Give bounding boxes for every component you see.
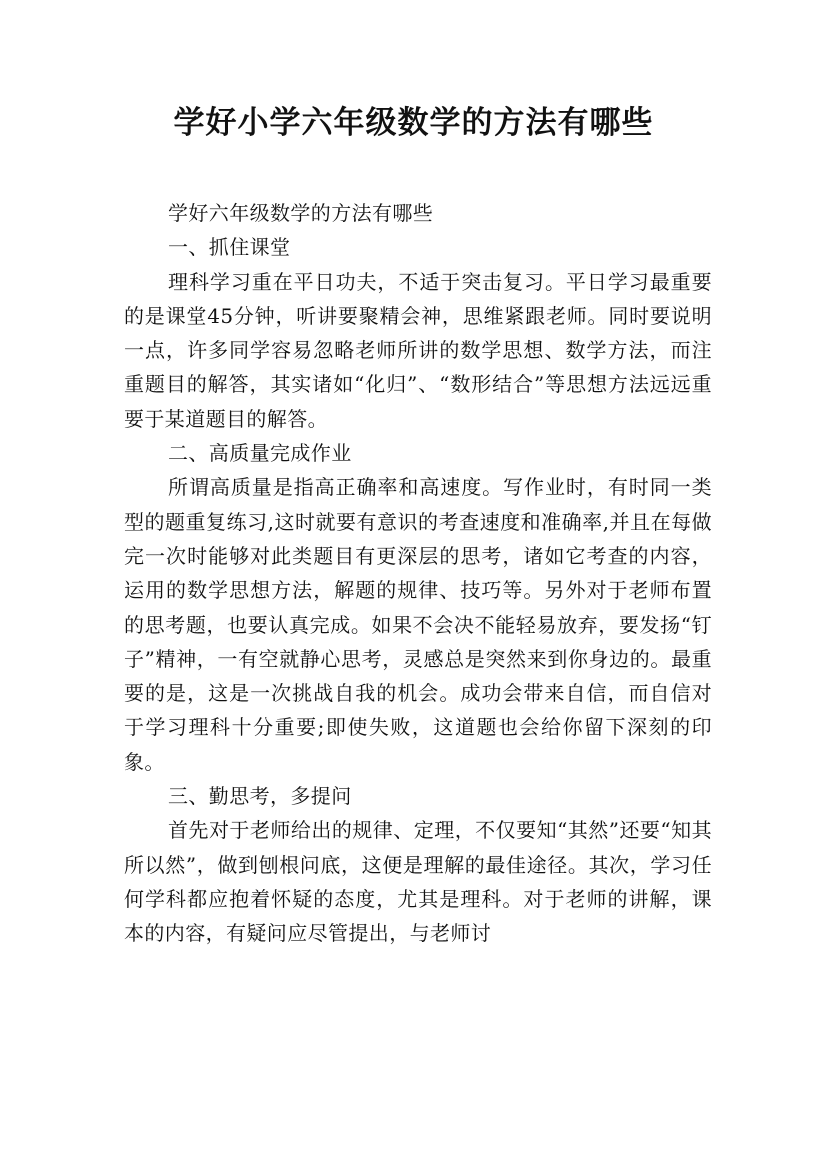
- section-paragraph-1: 理科学习重在平日功夫，不适于突击复习。平日学习最重要的是课堂45分钟，听讲要聚精会神，思维紧跟老师。同时要说明一点，许多同学容易忽略老师所讲的数学思想、数学方法，而注重题目的解答，其实诸如“化归”、“数形结合”等思想方法远远重要于某道题目的解答。: [124, 269, 712, 431]
- section-paragraph-3: 首先对于老师给出的规律、定理，不仅要知“其然”还要“知其所以然”，做到刨根问底，这便是理解的最佳途径。其次，学习任何学科都应抱着怀疑的态度，尤其是理科。对于老师的讲解，课本的内容，有疑问应尽管提出，与老师讨: [124, 818, 712, 946]
- section-heading-3: 三、勤思考，多提问: [168, 784, 352, 809]
- section-heading-2: 二、高质量完成作业: [168, 441, 352, 466]
- intro-heading: 学好六年级数学的方法有哪些: [168, 201, 434, 225]
- document-title: 学好小学六年级数学的方法有哪些: [173, 105, 654, 141]
- section-paragraph-2: 所谓高质量是指高正确率和高速度。写作业时，有时同一类型的题重复练习,这时就要有意识的考查速度和准确率,并且在每做完一次时能够对此类题目有更深层的思考，诸如它考查的内容，运用的数学思想方法，解题的规律、技巧等。另外对于老师布置的思考题，也要认真完成。如果不会决不能轻易放弃，要发扬“钉子”精神，一有空就静心思考，灵感总是突然来到你身边的。最重要的是，这是一次挑战自我的机会。成功会带来自信，而自信对于学习理科十分重要;即使失败，这道题也会给你留下深刻的印象。: [124, 475, 712, 774]
- document-body: [124, 196, 712, 951]
- section-heading-1: 一、抓住课堂: [168, 235, 291, 260]
